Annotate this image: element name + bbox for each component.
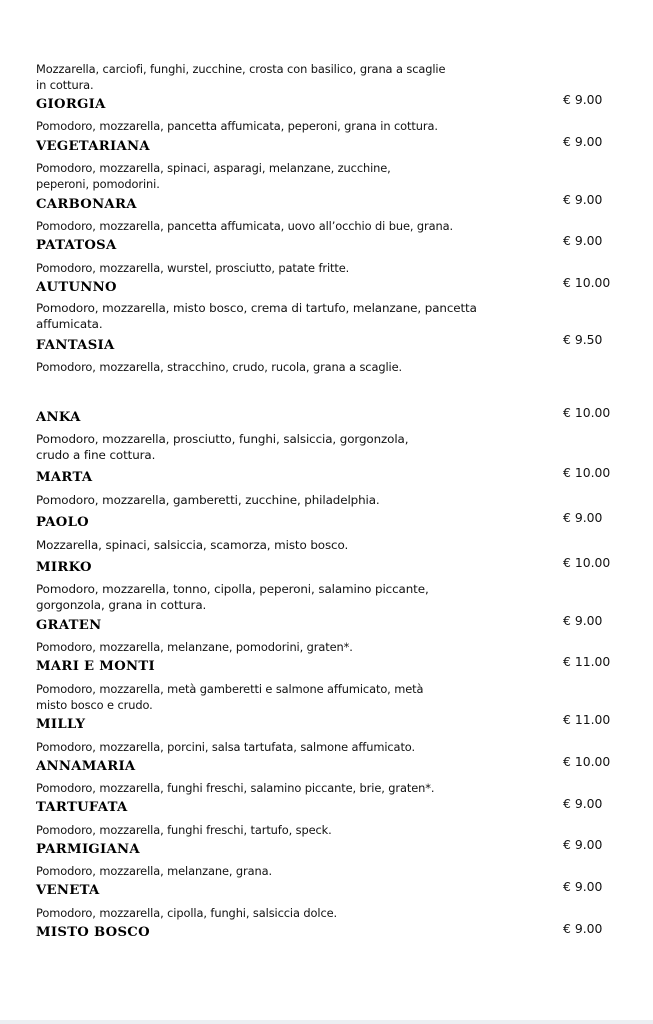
item-description: Pomodoro, mozzarella, melanzane, pomodorini, graten*. — [36, 640, 353, 654]
item-price: € 9.00 — [563, 233, 603, 248]
item-description: Pomodoro, mozzarella, funghi freschi, tartufo, speck. — [36, 823, 332, 837]
item-description: Pomodoro, mozzarella, prosciutto, funghi, salsiccia, gorgonzola, crudo a fine cottura. — [36, 432, 409, 462]
item-price: € 11.00 — [563, 712, 611, 727]
item-price: € 11.00 — [563, 654, 611, 669]
item-price: € 9.00 — [563, 837, 603, 852]
item-name: MARI E MONTI — [36, 659, 155, 674]
item-name: VENETA — [36, 883, 100, 898]
item-description: Pomodoro, mozzarella, misto bosco, crema di tartufo, melanzane, pancetta affumicata. — [36, 301, 477, 331]
item-name: MIRKO — [36, 560, 92, 575]
item-name: CARBONARA — [36, 197, 137, 212]
item-name: VEGETARIANA — [36, 139, 150, 154]
item-name: GRATEN — [36, 618, 102, 633]
page-bottom-edge — [0, 1020, 653, 1024]
item-description: Pomodoro, mozzarella, pancetta affumicata, peperoni, grana in cottura. — [36, 119, 438, 133]
item-name: PATATOSA — [36, 238, 117, 253]
item-description: Pomodoro, mozzarella, cipolla, funghi, salsiccia dolce. — [36, 906, 338, 920]
item-name: MILLY — [36, 717, 86, 732]
item-price: € 9.00 — [563, 796, 603, 811]
item-price: € 10.00 — [563, 465, 611, 480]
item-name: TARTUFATA — [36, 800, 128, 815]
item-description: Pomodoro, mozzarella, funghi freschi, salamino piccante, brie, graten*. — [36, 781, 435, 795]
item-description: Pomodoro, mozzarella, spinaci, asparagi, melanzane, zucchine, peperoni, pomodorini. — [36, 161, 391, 191]
item-price: € 9.00 — [563, 510, 603, 525]
item-price: € 9.00 — [563, 134, 603, 149]
item-price: € 9.50 — [563, 332, 603, 347]
item-description: Pomodoro, mozzarella, metà gamberetti e salmone affumicato, metà misto bosco e crudo. — [36, 682, 424, 712]
item-price: € 9.00 — [563, 879, 603, 894]
item-price: € 10.00 — [563, 555, 611, 570]
item-description: Pomodoro, mozzarella, gamberetti, zucchine, philadelphia. — [36, 493, 380, 507]
item-description: Pomodoro, mozzarella, stracchino, crudo, rucola, grana a scaglie. — [36, 360, 403, 374]
item-description: Pomodoro, mozzarella, wurstel, prosciutto, patate fritte. — [36, 261, 350, 275]
item-name: MISTO BOSCO — [36, 925, 150, 940]
item-name: MARTA — [36, 470, 93, 485]
item-name: PAOLO — [36, 515, 89, 530]
item-price: € 9.00 — [563, 92, 603, 107]
item-description: Pomodoro, mozzarella, melanzane, grana. — [36, 864, 273, 878]
item-name: FANTASIA — [36, 338, 115, 353]
item-name: PARMIGIANA — [36, 842, 140, 857]
item-description: Mozzarella, spinaci, salsiccia, scamorza, misto bosco. — [36, 538, 349, 552]
item-price: € 9.00 — [563, 192, 603, 207]
item-description: Pomodoro, mozzarella, pancetta affumicata, uovo all’occhio di bue, grana. — [36, 219, 454, 233]
item-price: € 10.00 — [563, 754, 611, 769]
item-price: € 9.00 — [563, 613, 603, 628]
intro-description: Mozzarella, carciofi, funghi, zucchine, crosta con basilico, grana a scaglie in cottura. — [36, 62, 446, 92]
item-description: Pomodoro, mozzarella, porcini, salsa tartufata, salmone affumicato. — [36, 740, 415, 754]
item-description: Pomodoro, mozzarella, tonno, cipolla, peperoni, salamino piccante, gorgonzola, grana in cottura. — [36, 582, 429, 612]
item-price: € 9.00 — [563, 921, 603, 936]
item-name: AUTUNNO — [36, 280, 117, 295]
item-price: € 10.00 — [563, 275, 611, 290]
item-price: € 10.00 — [563, 405, 611, 420]
item-name: GIORGIA — [36, 97, 106, 112]
item-name: ANKA — [36, 410, 81, 425]
item-name: ANNAMARIA — [36, 759, 136, 774]
